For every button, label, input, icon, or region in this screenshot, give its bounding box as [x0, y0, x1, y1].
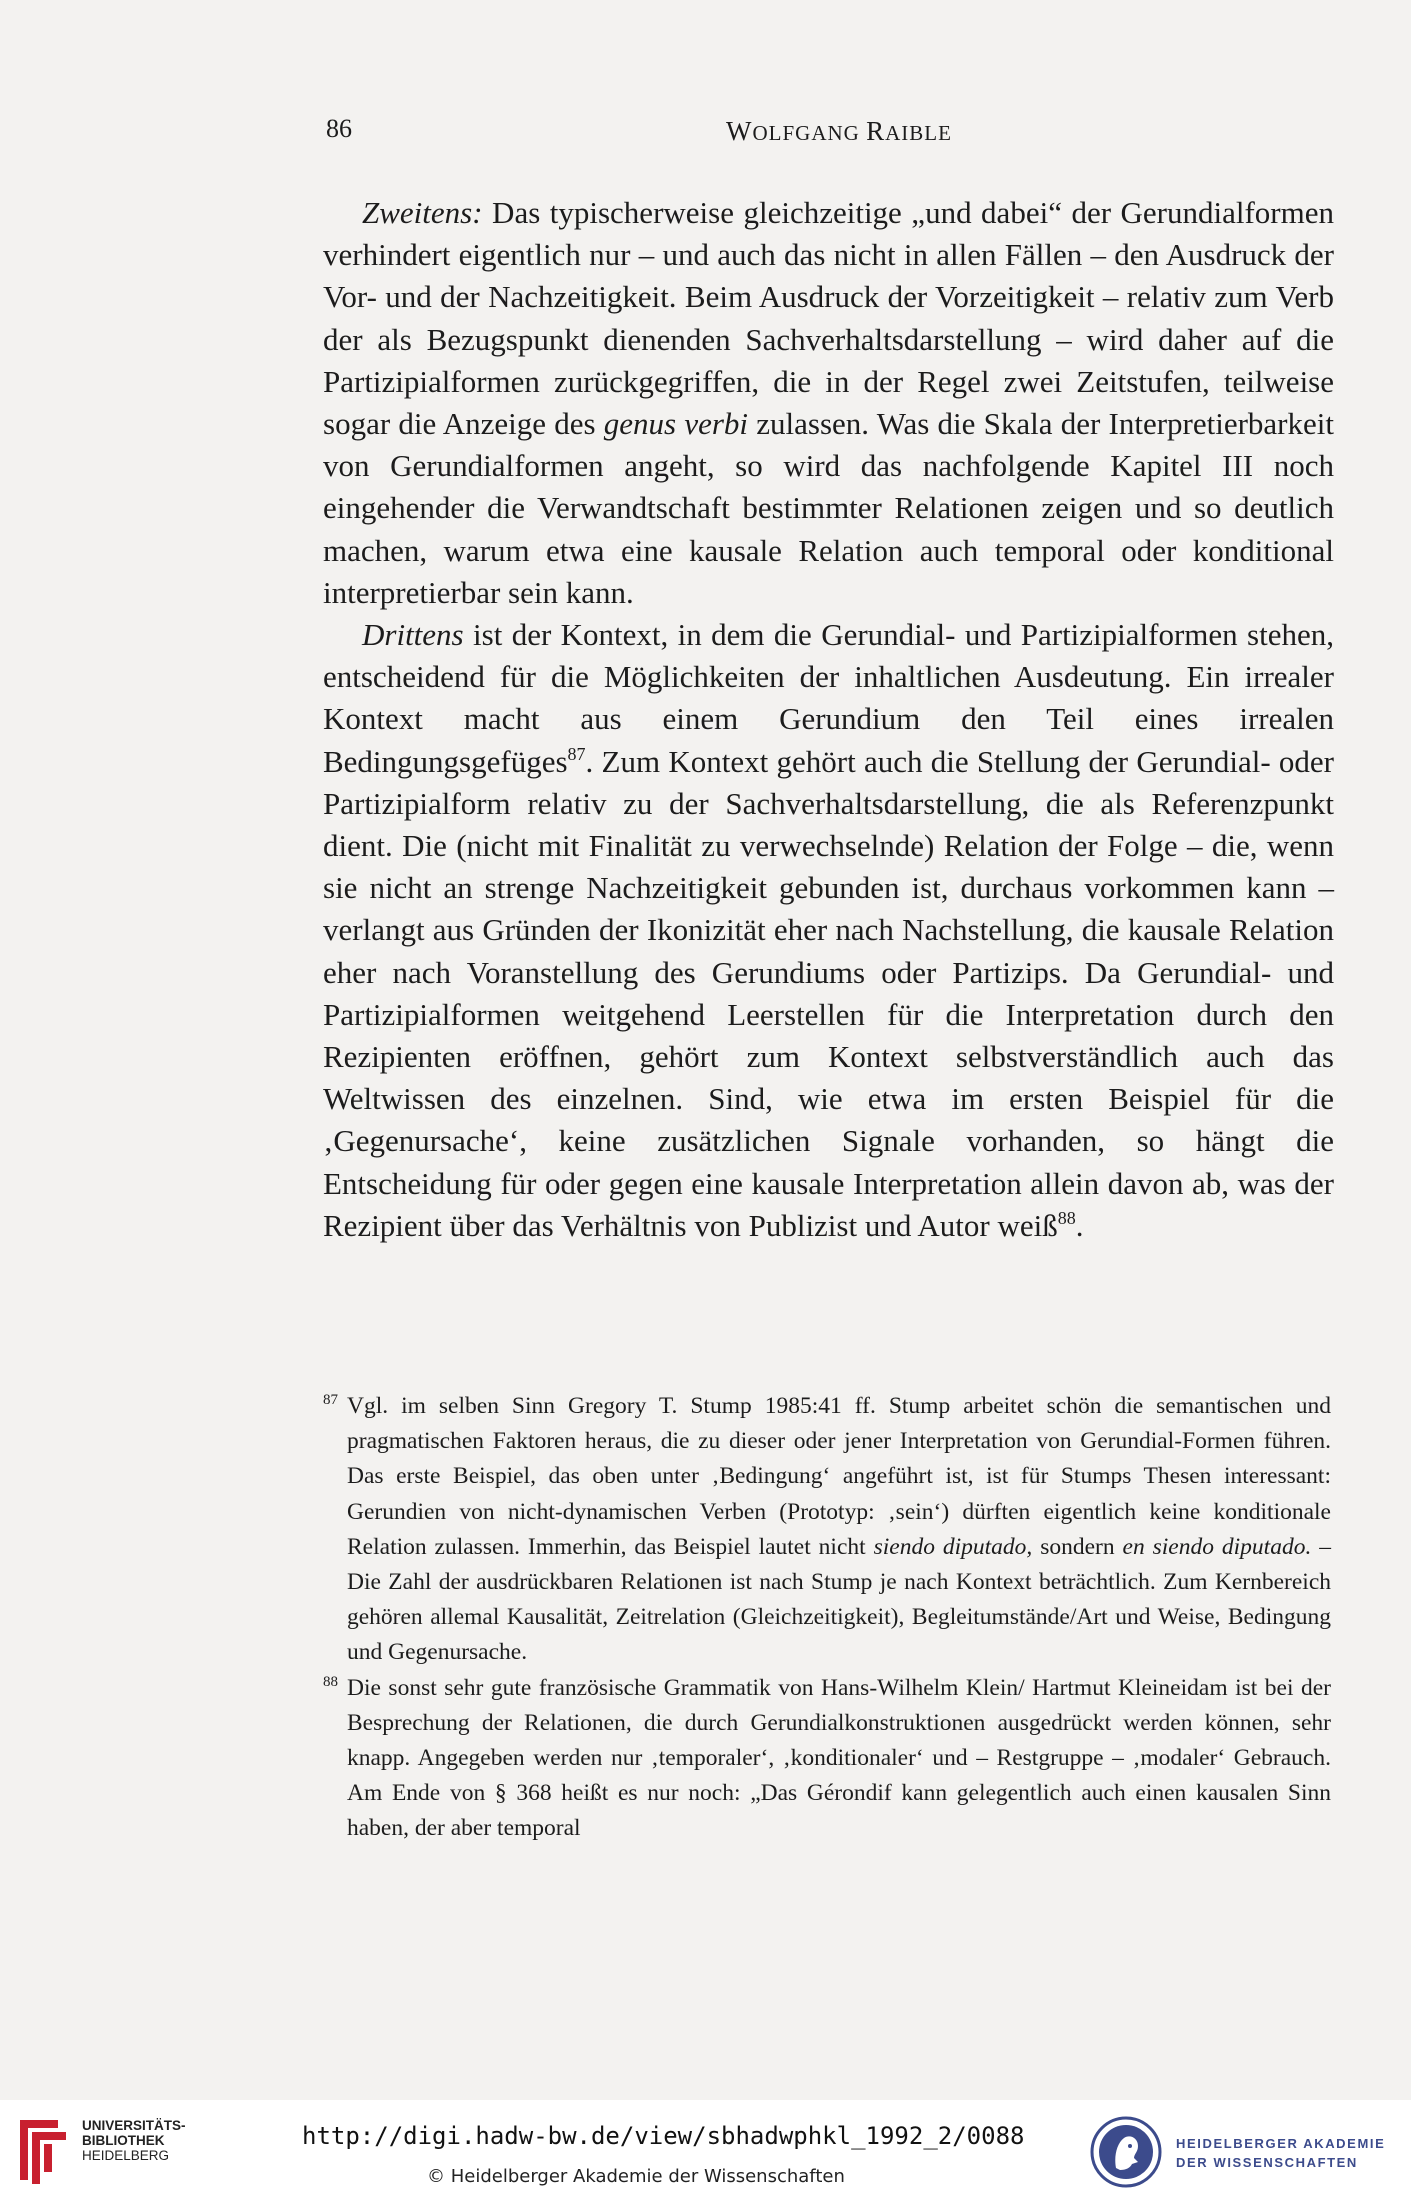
paragraph-text: . Zum Kontext gehört auch die Stellung der Gerundial- oder Partizipialform relativ zu der Sachverhaltsdarstellung, die als Referenzpunkt dient. Die (nicht mit Finalität zu verwechselnde) Relation der Folge – die, wenn sie nicht an strenge Nachzeitigkeit gebunden ist, durchaus vorkommen kann – verlangt aus Gründen der Ikonizität eher nach Nachstellung, die kausale Relation eher nach Voranstellung des Gerundiums oder Partizips. Da Gerundial- und Partizipialformen weitgehend Leerstellen für die Interpretation durch den Rezipienten eröffnen, gehört zum Kontext selbstverständlich auch das Weltwissen des einzelnen. Sind, wie etwa im ersten Beispiel für die ‚Gegenursache‘, keine zusätzlichen Signale vorhanden, so hängt die Entscheidung für oder gegen eine kausale Interpretation allein davon ab, was der Rezipient über das Verhältnis von Publizist und Autor weiß	[323, 743, 1334, 1243]
permalink-url[interactable]: http://digi.hadw-bw.de/view/sbhadwphkl_1992_2/0088	[302, 2122, 1025, 2150]
paragraph-lead-italic: Drittens	[362, 617, 464, 653]
footnote-mark: 87	[323, 1392, 338, 1408]
paragraph-text: .	[1075, 1207, 1084, 1243]
page-header	[326, 114, 1334, 148]
copyright-notice: © Heidelberger Akademie der Wissenschaften	[427, 2166, 845, 2187]
page-number: 86	[326, 114, 352, 143]
author-last-initial: R	[866, 116, 886, 146]
footnote-text: Die sonst sehr gute französische Grammatik von Hans-Wilhelm Klein/ Hartmut Kleineidam ist bei der Besprechung der Relationen, die durch Gerundialkonstruktionen ausgedrückt werden können, sehr knapp. Angegeben werden nur ‚temporaler‘, ‚konditionaler‘ und – Restgruppe – ‚modaler‘ Gebrauch. Am Ende von § 368 heißt es nur noch: „Das Gérondif kann gelegentlich auch einen kausalen Sinn haben, der aber temporal	[347, 1674, 1331, 1842]
library-name-line: BIBLIOTHEK	[82, 2133, 165, 2148]
body-text	[323, 192, 1334, 1247]
library-name-line: HEIDELBERG	[82, 2148, 170, 2163]
paragraph-zweitens	[323, 192, 1334, 614]
footnotes	[323, 1389, 1331, 1847]
footnote-ref-87[interactable]: 87	[567, 743, 586, 764]
footnote-italic: en siendo diputado.	[1122, 1533, 1312, 1560]
footnote-text: – Die Zahl der ausdrückbaren Relationen ist nach Stump je nach Kontext beträchtlich. Zum Kernbereich gehören allemal Kausalität, Zeitrelation (Gleichzeitigkeit), Begleitumstände/Art und Weise, Bedingung und Gegenursache.	[347, 1533, 1332, 1666]
footnote-87	[323, 1389, 1331, 1671]
footnote-88	[323, 1671, 1331, 1847]
academy-seal-logo-icon[interactable]	[1090, 2114, 1162, 2190]
footnote-italic: siendo diputado,	[873, 1533, 1033, 1560]
library-name	[82, 2118, 186, 2163]
paragraph-drittens	[323, 614, 1334, 1247]
author-first-initial: W	[726, 116, 753, 146]
footer-bar	[0, 2100, 1411, 2204]
academy-name-line: HEIDELBERGER AKADEMIE	[1176, 2136, 1386, 2151]
paragraph-text: Das typischerweise gleichzeitige „und dabei“ der Gerundialformen verhindert eigentlich nur – und auch das nicht in allen Fällen – den Ausdruck der Vor- und der Nachzeitigkeit. Beim Ausdruck der Vorzeitigkeit – relativ zum Verb der als Bezugspunkt dienenden Sachverhaltsdarstellung – wird daher auf die Partizipialformen zurückgegriffen, die in der Regel zwei Zeitstufen, teilweise sogar die Anzeige des	[323, 195, 1334, 442]
footnote-ref-88[interactable]: 88	[1057, 1207, 1076, 1228]
academy-name	[1176, 2134, 1385, 2172]
footnote-text: Vgl. im selben Sinn Gregory T. Stump 1985:41 ff. Stump arbeitet schön die semantischen und pragmatischen Faktoren heraus, die zu dieser oder jener Interpretation von Gerundial-Formen führen. Das erste Beispiel, das oben unter ‚Bedingung‘ angeführt ist, ist für Stumps Thesen interessant: Gerundien von nicht-dynamischen Verben (Prototyp: ‚sein‘) dürften eigentlich keine konditionale Relation zulassen. Immerhin, das Beispiel lautet nicht	[347, 1393, 1331, 1560]
paragraph-text: zulassen. Was die Skala der Interpretierbarkeit von Gerundialformen angeht, so wird das nachfolgende Kapitel III noch eingehender die Verwandtschaft bestimmter Relationen zeigen und so deutlich machen, warum etwa eine kausale Relation auch temporal oder konditional interpretierbar sein kann.	[323, 406, 1334, 610]
italic-term: genus verbi	[603, 406, 749, 442]
library-name-line: UNIVERSITÄTS-	[82, 2118, 186, 2133]
library-bookmark-logo-icon[interactable]	[14, 2114, 72, 2186]
author-first-rest: OLFGANG	[752, 121, 860, 145]
author-last-rest: AIBLE	[885, 121, 952, 145]
paragraph-lead-italic: Zweitens:	[362, 195, 483, 230]
paragraph-text: ist der Kontext, in dem die Gerundial- und Partizipialformen stehen, entscheidend für die Möglichkeiten der inhaltlichen Ausdeutung. Ein irrealer Kontext macht aus einem Gerundium den Teil eines irrealen Bedingungsgefüges	[323, 617, 1334, 779]
running-head-author	[726, 116, 952, 147]
footnote-mark: 88	[323, 1673, 338, 1690]
academy-name-line: DER WISSENSCHAFTEN	[1176, 2155, 1358, 2170]
footnote-text: sondern	[1032, 1533, 1123, 1560]
